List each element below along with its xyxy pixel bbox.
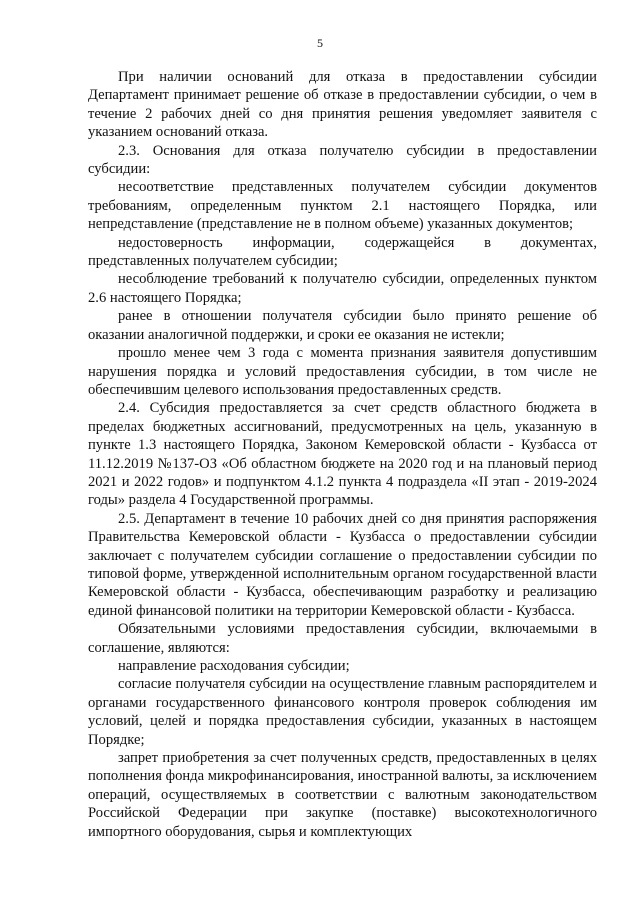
paragraph-prior-support: ранее в отношении получателя субсидии было принято решение об оказании аналогичной поддержки, и сроки ее оказания не истекли; (88, 308, 597, 343)
paragraph-inaccuracy: недостоверность информации, содержащейся в документах, представленных получателем субсидии; (88, 234, 597, 270)
paragraph-nonconformity: несоответствие представленных получателем субсидии документов требованиям, определенным пунктом 2.1 настоящего Порядка, или непредставление (представление не в полном объеме) указанных документов; (88, 179, 597, 233)
paragraph-violation: прошло менее чем 3 года с момента признания заявителя допустившим нарушения порядка и условий предоставления субсидии, в том числе не обеспечившим целевого использования предоставленных средств. (88, 345, 597, 398)
paragraph-expense-direction: направление расходования субсидии; (118, 658, 350, 674)
paragraph-2-4: 2.4. Субсидия предоставляется за счет средств областного бюджета в пределах бюджетных ассигнований, предусмотренных на цель, указанную в пункте 1.3 настоящего Порядка, Законом Кемеровской области - Кузбасса от 11.12.2019 №137-ОЗ «Об областном бюджете на 2020 год и на плановый период 2021 и 2022 годов» и подпунктом 4.1.2 пункта 4 подраздела «II этап - 2019-2024 годы» раздела 4 Государственной программы. (88, 400, 597, 509)
paragraph-2-3-heading: 2.3. Основания для отказа получателю субсидии в предоставлении субсидии: (88, 142, 597, 178)
paragraph-noncompliance: несоблюдение требований к получателю субсидии, определенных пунктом 2.6 настоящего Порядка; (88, 271, 597, 306)
paragraph-consent: согласие получателя субсидии на осуществление главным распорядителем и органами государственного финансового контроля проверок соблюдения им условий, целей и порядка предоставления субсидии, указанных в настоящем Порядке; (88, 676, 597, 748)
paragraph-mandatory-conditions: Обязательными условиями предоставления субсидии, включаемыми в соглашение, являются: (88, 621, 597, 656)
paragraph-refusal-notice: При наличии оснований для отказа в предоставлении субсидии Департамент принимает решение об отказе в предоставлении субсидии, о чем в течение 2 рабочих дней со дня принятия решения уведомляет заявителя с указанием оснований отказа. (88, 69, 597, 141)
paragraph-currency-ban: запрет приобретения за счет полученных средств, предоставленных в целях пополнения фонда микрофинансирования, иностранной валюты, за исключением операций, осуществляемых в соответствии с валютным законодательством Российской Федерации при закупке (поставке) высокотехнологичного импортного оборудования, сырья и комплектующих (88, 750, 597, 840)
paragraph-2-5: 2.5. Департамент в течение 10 рабочих дней со дня принятия распоряжения Правительства Кемеровской области - Кузбасса о предоставлении субсидии заключает с получателем субсидии соглашение о предоставлении субсидии по типовой форме, утвержденной исполнительным органом государственной власти Кемеровской области - Кузбасса, обеспечивающим разработку и реализацию единой финансовой политики на территории Кемеровской области - Кузбасса. (88, 510, 597, 619)
page-number: 5 (317, 36, 323, 50)
document-body (88, 68, 597, 841)
